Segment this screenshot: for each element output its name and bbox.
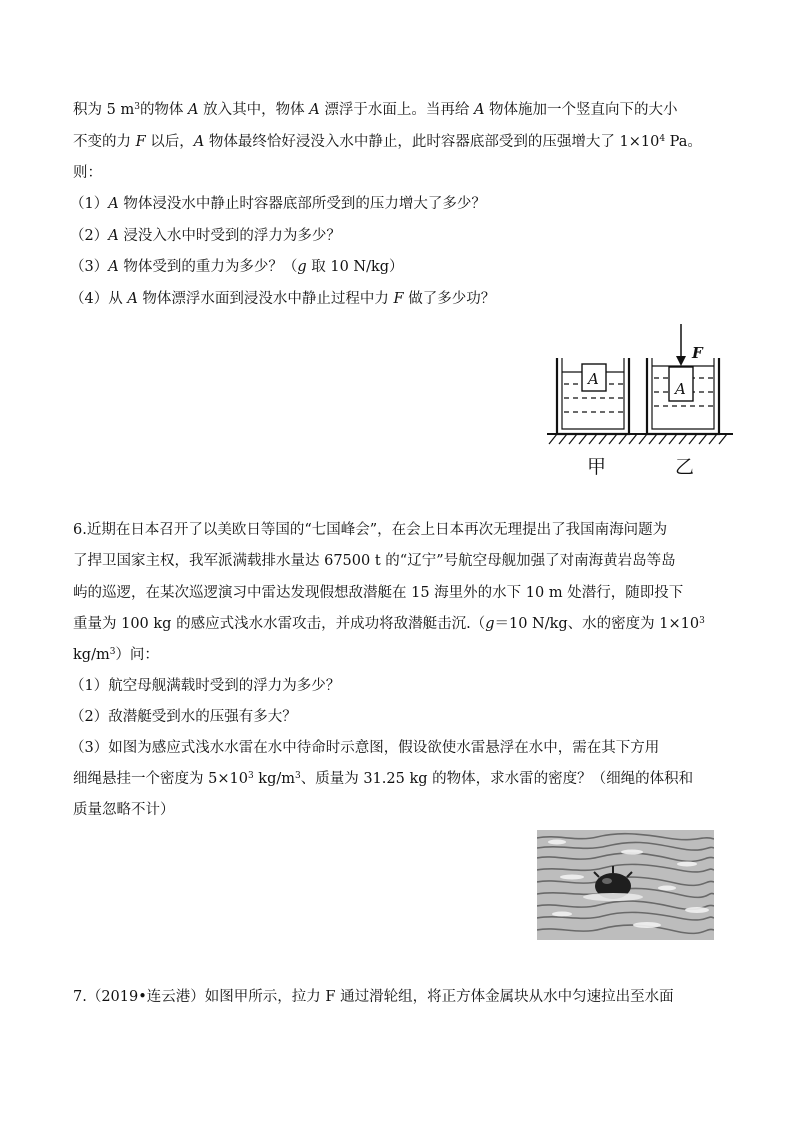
q6-sub-3-line-3: 质量忽略不计）	[73, 802, 175, 818]
container-figure	[545, 320, 735, 480]
q5-line-2: 不变的力 F 以后，A 物体最终恰好浸没入水中静止，此时容器底部受到的压强增大了 $1\times 10^4$ Pa。	[73, 134, 702, 150]
block-a-label-left: A	[588, 370, 599, 388]
q5-line-1: 积为 5 $m^3$的物体 A 放入其中，物体 A 漂浮于水面上。当再给 A 物体施加一个竖直向下的大小	[73, 102, 678, 118]
q5-sub-2: （2）A 浸没入水中时受到的浮力为多少？	[70, 228, 341, 244]
q6-line-5: $kg/m^3$）问：	[73, 647, 159, 663]
container-right	[647, 324, 719, 434]
q6-line-3: 屿的巡逻，在某次巡逻演习中雷达发现假想敌潜艇在 15 海里外的水下 10 m 处潜行，随即投下	[73, 585, 684, 601]
caption-right: 乙	[675, 456, 695, 478]
q5-line-3: 则：	[73, 165, 102, 181]
q6-sub-2: （2）敌潜艇受到水的压强有多大？	[70, 709, 297, 725]
q6-sub-3-line-2: 细绳悬挂一个密度为 $5\times 10^3$ $kg/m^3$、质量为 31.25 kg 的物体，求水雷的密度？（细绳的体积和	[73, 771, 694, 787]
force-f-label: F	[692, 344, 703, 362]
container-diagram	[545, 320, 735, 480]
block-a-label-right: A	[675, 380, 686, 398]
q6-line-4: 重量为 100 kg 的感应式浅水水雷攻击，并成功将敌潜艇击沉.（g＝10 N/kg、水的密度为 $1\times 10^3$	[73, 616, 705, 632]
q6-sub-1: （1）航空母舰满载时受到的浮力为多少？	[70, 678, 341, 694]
naval-mine-image	[537, 830, 714, 940]
q5-sub-1: （1）A 物体浸没水中静止时容器底部所受到的压力增大了多少？	[70, 196, 486, 212]
q7-line-1: 7.（2019•连云港）如图甲所示，拉力 F 通过滑轮组，将正方体金属块从水中匀速拉出至水面	[73, 989, 674, 1005]
caption-left: 甲	[587, 456, 607, 478]
q6-line-1: 6.近期在日本召开了以美欧日等国的“七国峰会”，在会上日本再次无理提出了我国南海问题为	[73, 522, 668, 538]
naval-mine-photo	[537, 830, 714, 940]
q6-line-2: 了捍卫国家主权，我军派满载排水量达 67500 t 的“辽宁”号航空母舰加强了对南海黄岩岛等岛	[73, 553, 676, 569]
q5-sub-4: （4）从 A 物体漂浮水面到浸没水中静止过程中力 F 做了多少功？	[70, 291, 496, 307]
q6-sub-3-line-1: （3）如图为感应式浅水水雷在水中待命时示意图，假设欲使水雷悬浮在水中，需在其下方用	[70, 740, 660, 756]
q5-sub-3: （3）A 物体受到的重力为多少？（g 取 10 N/kg）	[70, 259, 404, 275]
